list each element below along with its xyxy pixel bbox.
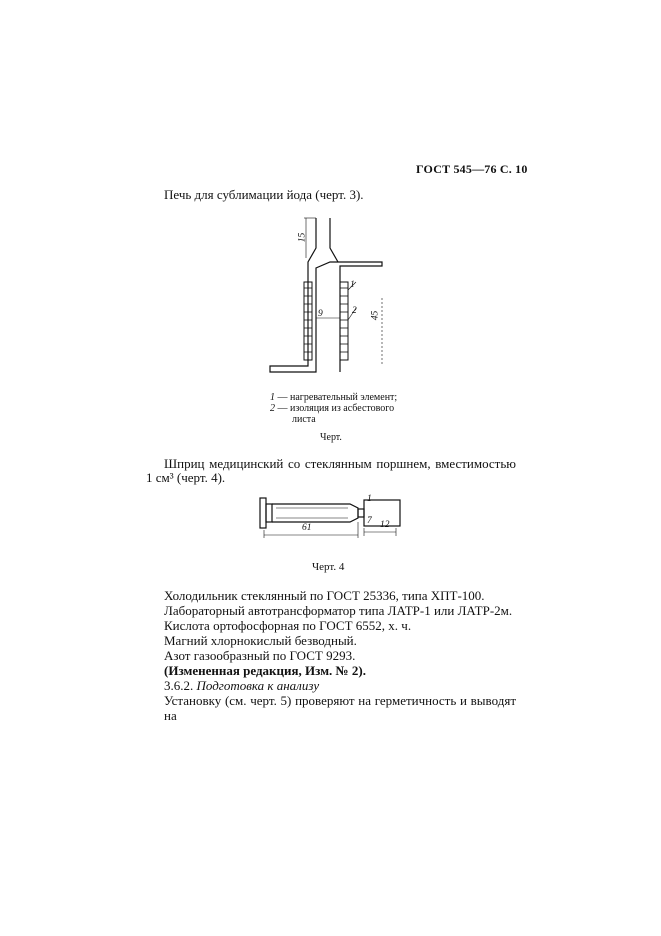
- dim-small-a: 1: [367, 494, 372, 504]
- legend-num: 2: [270, 403, 275, 414]
- list-item: Кислота ортофосфорная по ГОСТ 6552, х. ч.: [164, 618, 412, 633]
- page-header: ГОСТ 545—76 С. 10: [416, 162, 528, 176]
- list-item: Магний хлорнокислый безводный.: [164, 633, 357, 648]
- figure3-caption: Черт.: [320, 432, 342, 443]
- syringe-intro-line1: Шприц медицинский со стеклянным поршнем, вместимостью: [164, 456, 516, 471]
- syringe-drawing: [258, 490, 418, 540]
- dim-tip: 12: [380, 520, 390, 530]
- section-number: 3.6.2.: [164, 678, 194, 693]
- legend-text: — нагревательный элемент;: [275, 392, 398, 403]
- legend-text: — изоляция из асбестового: [275, 403, 395, 414]
- figure4-caption: Черт. 4: [312, 561, 345, 573]
- section-heading: [164, 678, 319, 693]
- syringe-intro-line2: 1 см³ (черт. 4).: [146, 470, 226, 485]
- legend-num: 1: [270, 392, 275, 403]
- dim-small-b: 7: [367, 516, 372, 526]
- list-item: Холодильник стеклянный по ГОСТ 25336, типа ХПТ-100.: [164, 588, 485, 603]
- furnace-intro: Печь для сублимации йода (черт. 3).: [164, 187, 364, 202]
- furnace-drawing: [260, 218, 400, 378]
- furnace-legend: [270, 392, 400, 425]
- dim-inner: 9: [318, 309, 323, 319]
- dim-length: 61: [302, 523, 312, 533]
- legend-text: листа: [292, 414, 316, 425]
- list-item: Лабораторный автотрансформатор типа ЛАТР-1 или ЛАТР-2м.: [164, 603, 513, 618]
- legend-item: [270, 392, 400, 403]
- revision-note: (Измененная редакция, Изм. № 2).: [164, 663, 366, 678]
- callout-1: 1: [350, 280, 355, 290]
- paragraph-last-line: Установку (см. черт. 5) проверяют на герметичность и выводят на: [164, 693, 516, 723]
- dim-right: 45: [370, 310, 381, 321]
- callout-2: 2: [352, 306, 357, 316]
- section-title: Подготовка к анализу: [196, 678, 320, 693]
- dim-top: 15: [297, 232, 308, 243]
- legend-item: [270, 403, 400, 414]
- list-item: Азот газообразный по ГОСТ 9293.: [164, 648, 356, 663]
- legend-item: [270, 414, 400, 425]
